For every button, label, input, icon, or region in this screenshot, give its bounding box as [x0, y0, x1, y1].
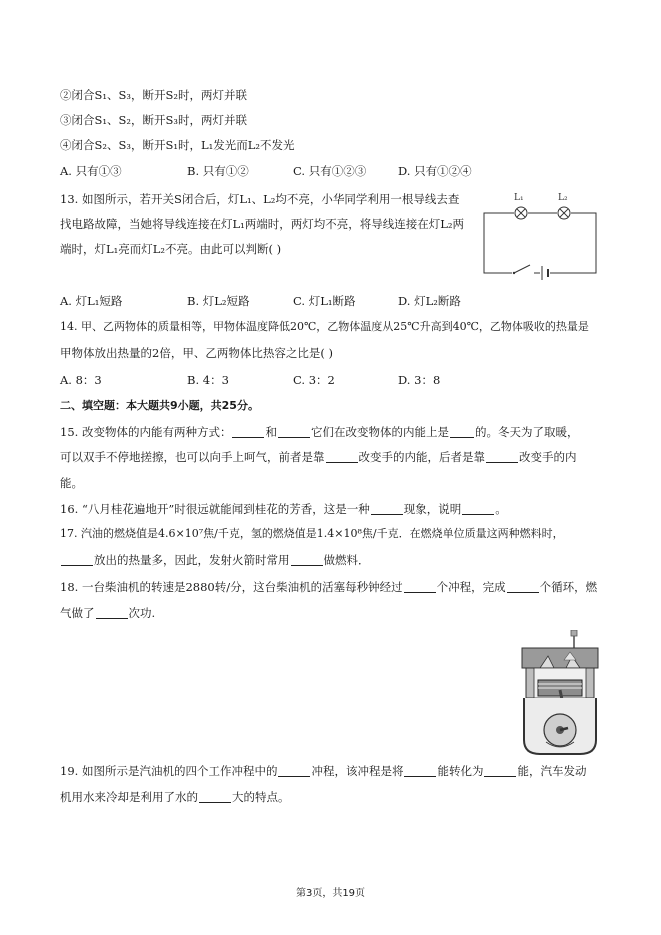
- bulb-l2-icon: [558, 207, 570, 219]
- q13-option-a: A. 灯L₁短路: [60, 294, 123, 308]
- q13-option-b: B. 灯L₂短路: [187, 294, 250, 308]
- q14-option-d: D. 3：8: [398, 373, 441, 387]
- q19-blank-1[interactable]: [278, 765, 310, 777]
- circuit-diagram: [478, 188, 603, 280]
- q19-line-1: 19. 如图所示是汽油机的四个工作冲程中的 冲程，该冲程是将 能转化为 能，汽车发动: [60, 764, 587, 778]
- q18-line-1: 18. 一台柴油机的转速是2880转/分，这台柴油机的活塞每秒钟经过 个冲程，完成 个循环，燃: [60, 580, 598, 594]
- q15-blank-1[interactable]: [232, 426, 264, 438]
- q13-option-d: D. 灯L₂断路: [398, 294, 461, 308]
- q13-line-3: 端时，灯L₁亮而灯L₂不亮。由此可以判断( ): [60, 242, 282, 256]
- q14-option-c: C. 3：2: [293, 373, 335, 387]
- q19-blank-2[interactable]: [404, 765, 436, 777]
- q19-blank-3[interactable]: [484, 765, 516, 777]
- q15-line-3: 能。: [60, 476, 83, 490]
- q17-blank-1[interactable]: [61, 554, 93, 566]
- q19-blank-4[interactable]: [199, 791, 231, 803]
- q15-blank-2[interactable]: [278, 426, 310, 438]
- q13-line-1: 13. 如图所示，若开关S闭合后，灯L₁、L₂均不亮，小华同学利用一根导线去查: [60, 192, 460, 206]
- q12-option-a: A. 只有①③: [60, 164, 122, 178]
- q12-option-b: B. 只有①②: [187, 164, 249, 178]
- q14-option-a: A. 8：3: [60, 373, 102, 387]
- q16-blank-2[interactable]: [462, 503, 494, 515]
- q13-line-2: 找电路故障，当她将导线连接在灯L₁两端时，两灯均不亮，将导线连接在灯L₂两: [60, 217, 464, 231]
- q17-blank-2[interactable]: [291, 554, 323, 566]
- statement-2: ②闭合S₁、S₃，断开S₂时，两灯并联: [60, 88, 247, 102]
- q15-line-2: 可以双手不停地搓擦，也可以向手上呵气，前者是靠 改变手的内能，后者是靠 改变手的内: [60, 450, 577, 464]
- q17-line-2: 放出的热量多，因此，发射火箭时常用 做燃料．: [60, 553, 370, 567]
- q16-line: 16. “八月桂花遍地开”时很远就能闻到桂花的芳香，这是一种 现象，说明 。: [60, 502, 507, 516]
- q13-option-c: C. 灯L₁断路: [293, 294, 356, 308]
- q14-line-1: 14. 甲、乙两物体的质量相等，甲物体温度降低20℃，乙物体温度从25℃升高到40℃，乙物体吸收的热量是: [60, 320, 589, 333]
- q16-blank-1[interactable]: [371, 503, 403, 515]
- q15-blank-5[interactable]: [486, 451, 518, 463]
- q12-option-d: D. 只有①②④: [398, 164, 472, 178]
- statement-3: ③闭合S₁、S₂，断开S₃时，两灯并联: [60, 113, 247, 127]
- bulb-l1-icon: [515, 207, 527, 219]
- label-l2: L₂: [558, 193, 568, 203]
- q18-line-2: 气做了 次功.: [60, 606, 156, 620]
- page-footer: 第3页，共19页: [295, 888, 366, 899]
- q18-blank-2[interactable]: [507, 581, 539, 593]
- q15-line-1: 15. 改变物体的内能有两种方式： 和 它们在改变物体的内能上是 的。冬天为了取暖，: [60, 425, 579, 439]
- statement-4: ④闭合S₂、S₃，断开S₁时，L₁发光而L₂不发光: [60, 138, 295, 152]
- q18-blank-1[interactable]: [404, 581, 436, 593]
- q12-option-c: C. 只有①②③: [293, 164, 367, 178]
- q14-option-b: B. 4：3: [187, 373, 229, 387]
- q17-line-1: 17. 汽油的燃烧值是4.6×10⁷焦/千克，氢的燃烧值是1.4×10⁸焦/千克．在燃烧单位质量这两种燃料时，: [60, 527, 564, 540]
- section-heading: 二、填空题：本大题共9小题，共25分。: [60, 399, 259, 412]
- q15-blank-3[interactable]: [450, 426, 474, 438]
- q19-line-2: 机用水来冷却是利用了水的 大的特点。: [60, 790, 290, 804]
- q18-blank-3[interactable]: [96, 607, 128, 619]
- engine-diagram: [516, 630, 604, 756]
- label-l1: L₁: [514, 193, 524, 203]
- q14-line-2: 甲物体放出热量的2倍，甲、乙两物体比热容之比是( ): [60, 346, 333, 360]
- q15-blank-4[interactable]: [326, 451, 358, 463]
